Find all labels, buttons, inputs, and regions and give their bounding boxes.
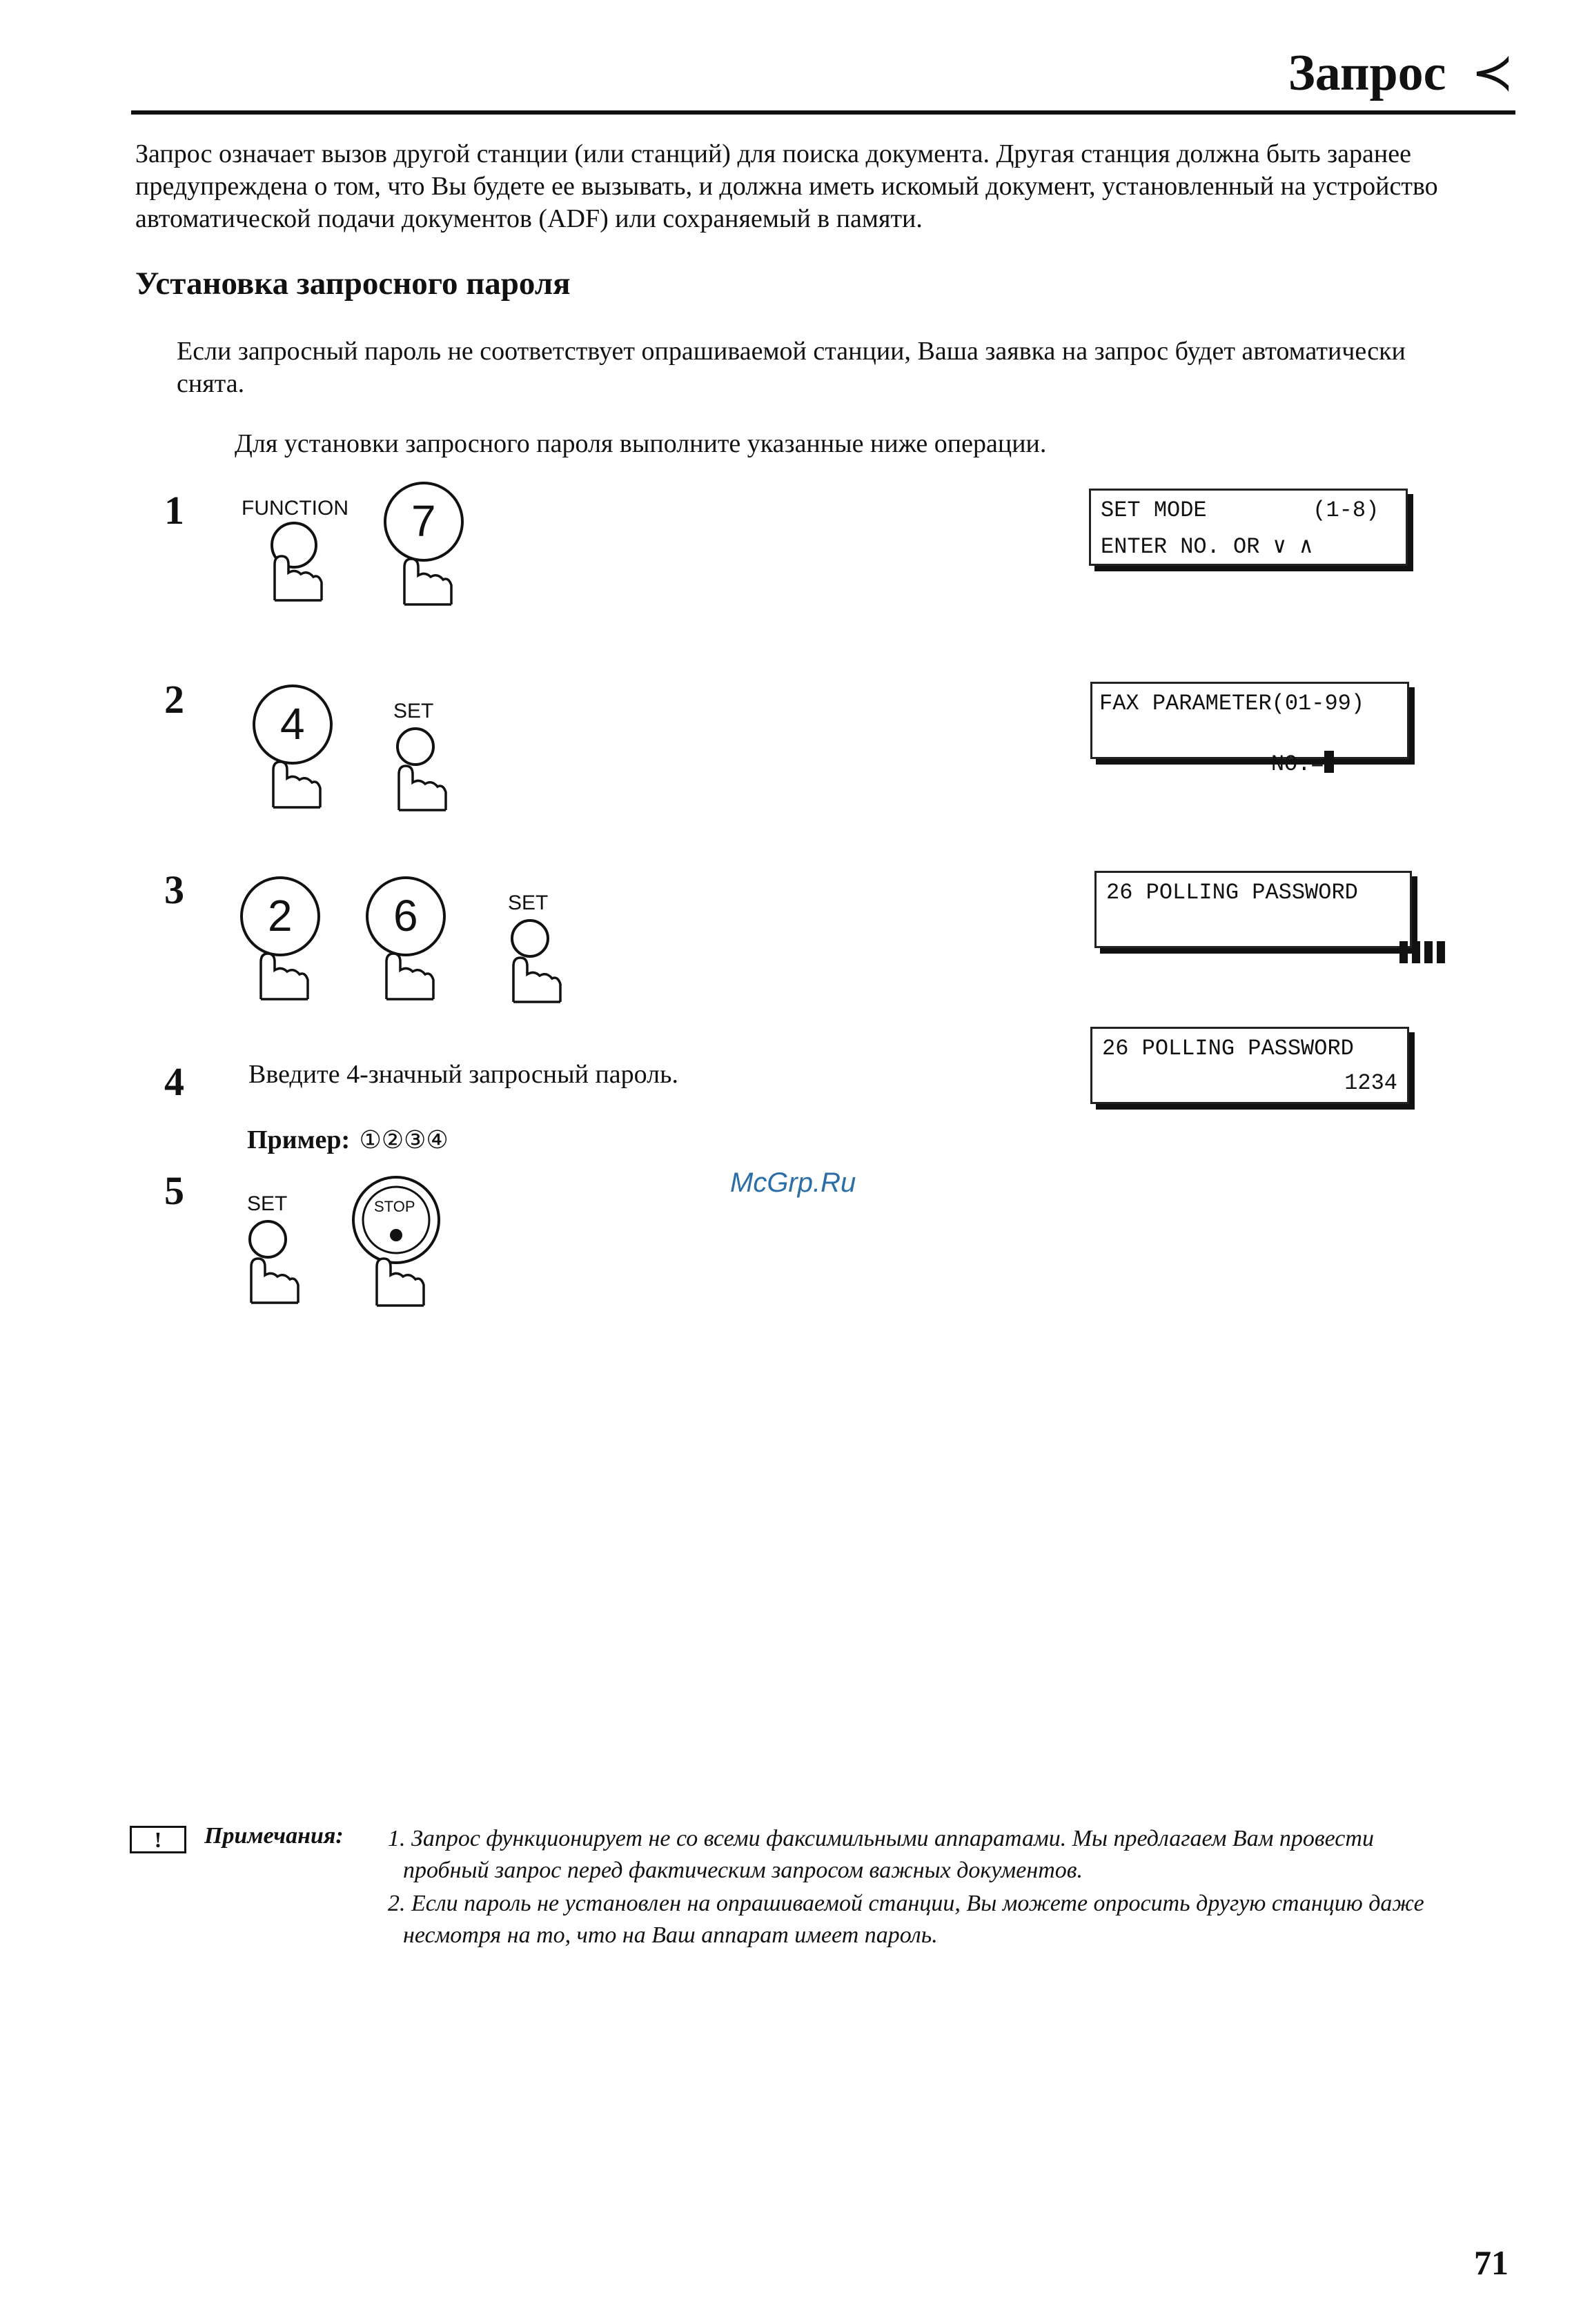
stop-key [348,1173,451,1311]
stop-key-label: STOP [374,1198,415,1215]
set-key-step-2 [378,700,461,817]
page-title [1288,43,1514,103]
example-line [247,1125,449,1155]
step-number-4: 4 [164,1059,184,1104]
digit-key-4 [250,683,353,814]
digit-key-2 [237,875,341,1006]
lcd-line-1: SET MODE (1-8) [1101,498,1379,523]
step-number-1: 1 [164,488,184,533]
step-number-2: 2 [164,677,184,722]
step-number-3: 3 [164,867,184,912]
lcd-line-2: 1234 [1344,1070,1397,1096]
example-label: Пример: [247,1125,351,1154]
cursor-block-icon [1399,941,1408,963]
section-paragraph-2: Для установки запросного пароля выполните указанные ниже операции. [235,429,1047,458]
set-key-label: SET [393,700,434,722]
lcd-line-1: 26 POLLING PASSWORD [1102,1036,1354,1061]
function-key-label: FUNCTION [242,497,348,520]
notes-label: Примечания: [204,1823,344,1849]
lcd-line-2: ENTER NO. OR ∨ ∧ [1101,534,1313,560]
stop-key-icon [348,1173,451,1311]
lcd-line-2 [1218,725,1334,802]
note-line-4: несмотря на то, что на Ваш аппарат имеет пароль. [403,1922,938,1948]
digit-key-6-label: 6 [393,891,418,941]
lcd-cursor-row [1346,916,1445,996]
step-number-5: 5 [164,1168,184,1213]
digit-key-6 [363,875,466,1006]
lcd-line-1: 26 POLLING PASSWORD [1106,880,1358,905]
lcd-text: NO.= [1270,751,1324,777]
lcd-display-step-3 [1094,871,1412,948]
lcd-display-step-1 [1089,489,1408,566]
digit-key-7-label: 7 [411,496,436,546]
section-paragraph-1: Если запросный пароль не соответствует опрашиваемой станции, Ваша заявка на запрос будет автоматически снята. [177,337,1406,398]
notes-icon-box [130,1826,186,1853]
note-line-1: 1. Запрос функционирует не со всеми факсимильными аппаратами. Мы предлагаем Вам провести [388,1826,1374,1851]
arrow-icon: ≺ [1471,45,1514,101]
exclamation-icon: ! [154,1827,162,1852]
cursor-block-icon [1437,941,1445,963]
set-key-label: SET [247,1192,288,1215]
cursor-block-icon [1324,751,1334,773]
set-key-step-5 [242,1192,324,1310]
watermark: McGrp.Ru [730,1168,856,1198]
function-key [242,497,352,607]
lcd-display-step-4 [1090,1027,1409,1104]
title-rule [131,110,1515,115]
cursor-block-icon [1412,941,1420,963]
digit-key-2-label: 2 [268,891,293,941]
note-line-2: пробный запрос перед фактическим запросом важных документов. [403,1858,1083,1883]
set-key-step-3 [495,892,578,1009]
cursor-block-icon [1424,941,1433,963]
step-4-text: Введите 4-значный запросный пароль. [248,1060,678,1089]
section-heading: Установка запросного пароля [135,266,571,302]
lcd-display-step-2 [1090,682,1409,777]
digit-key-4-label: 4 [280,699,305,749]
example-value: ①②③④ [359,1126,449,1154]
intro-paragraph: Запрос означает вызов другой станции (или станций) для поиска документа. Другая станция должна быть заранее предупреждена о том, что Вы будете ее вызывать, и должна иметь искомый документ, установленный на устройство автоматической подачи документов (ADF) или сохраняемый в памяти. [135,139,1438,233]
set-key-label: SET [508,892,549,914]
page-title-text: Запрос [1288,45,1446,101]
note-line-3: 2. Если пароль не установлен на опрашиваемой станции, Вы можете опросить другую станцию даже [388,1891,1424,1916]
digit-key-7 [378,479,482,610]
page-number: 71 [1474,2243,1509,2282]
lcd-line-1: FAX PARAMETER(01-99) [1099,691,1365,716]
